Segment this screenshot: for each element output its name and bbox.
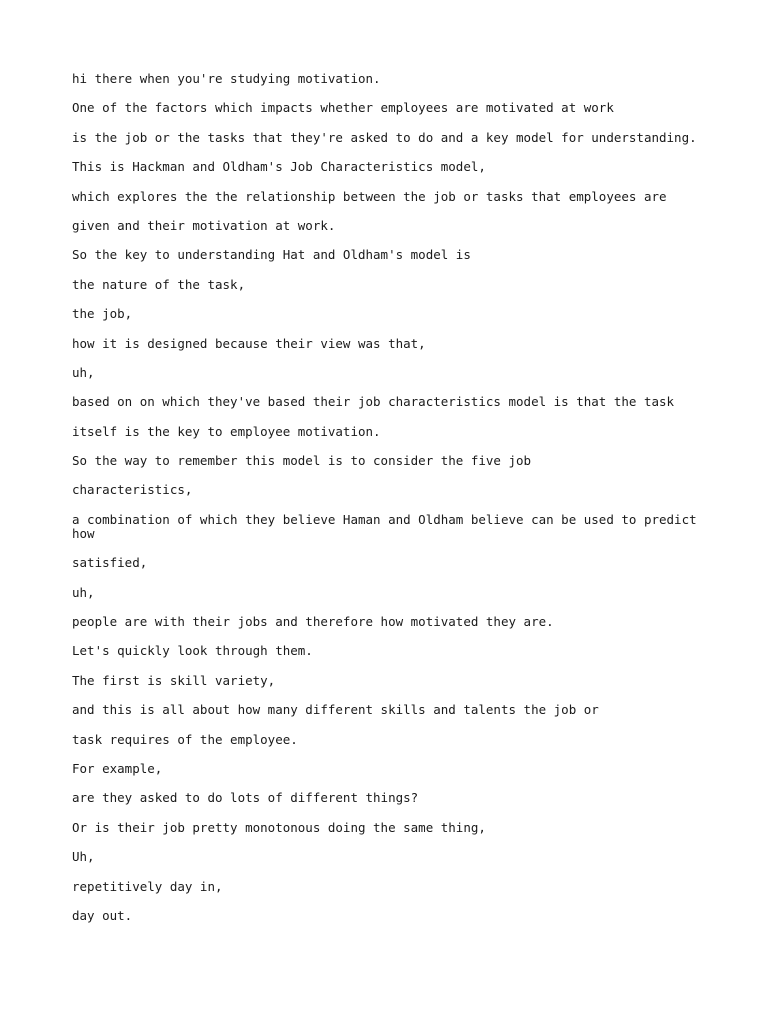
text-line: people are with their jobs and therefore how motivated they are. — [72, 614, 554, 630]
text-line: a combination of which they believe Haman and Oldham believe can be used to predict how — [72, 511, 705, 541]
text-line: So the key to understanding Hat and Oldham's model is — [72, 247, 471, 263]
text-line: itself is the key to employee motivation. — [72, 423, 381, 439]
text-line: repetitively day in, — [72, 878, 223, 894]
text-line: and this is all about how many different skills and talents the job or — [72, 702, 599, 718]
text-line: hi there when you're studying motivation. — [72, 71, 381, 86]
text-line: day out. — [72, 907, 133, 923]
text-line: how it is designed because their view was that, — [72, 335, 426, 351]
text-line: uh, — [72, 584, 95, 600]
text-line: uh, — [72, 364, 95, 380]
text-line: Uh, — [72, 849, 95, 865]
text-line: Or is their job pretty monotonous doing the same thing, — [72, 819, 486, 835]
text-line: For example, — [72, 760, 163, 776]
text-line: are they asked to do lots of different things? — [72, 790, 419, 806]
text-line: based on on which they've based their job characteristics model is that the task — [72, 394, 675, 410]
text-line: Let's quickly look through them. — [72, 643, 313, 659]
text-line: given and their motivation at work. — [72, 217, 336, 233]
text-line: The first is skill variety, — [72, 672, 276, 688]
text-line: This is Hackman and Oldham's Job Characteristics model, — [72, 159, 486, 175]
text-line: the job, — [72, 306, 133, 322]
text-line: So the way to remember this model is to consider the five job — [72, 453, 532, 469]
text-line: which explores the the relationship between the job or tasks that employees are — [72, 188, 667, 204]
text-line: characteristics, — [72, 482, 193, 498]
document-body — [72, 71, 705, 938]
text-line: is the job or the tasks that they're asked to do and a key model for understanding. — [72, 129, 697, 145]
text-line: the nature of the task, — [72, 276, 246, 292]
text-line: One of the factors which impacts whether employees are motivated at work — [72, 100, 614, 116]
text-line: task requires of the employee. — [72, 731, 298, 747]
text-line: satisfied, — [72, 555, 148, 571]
